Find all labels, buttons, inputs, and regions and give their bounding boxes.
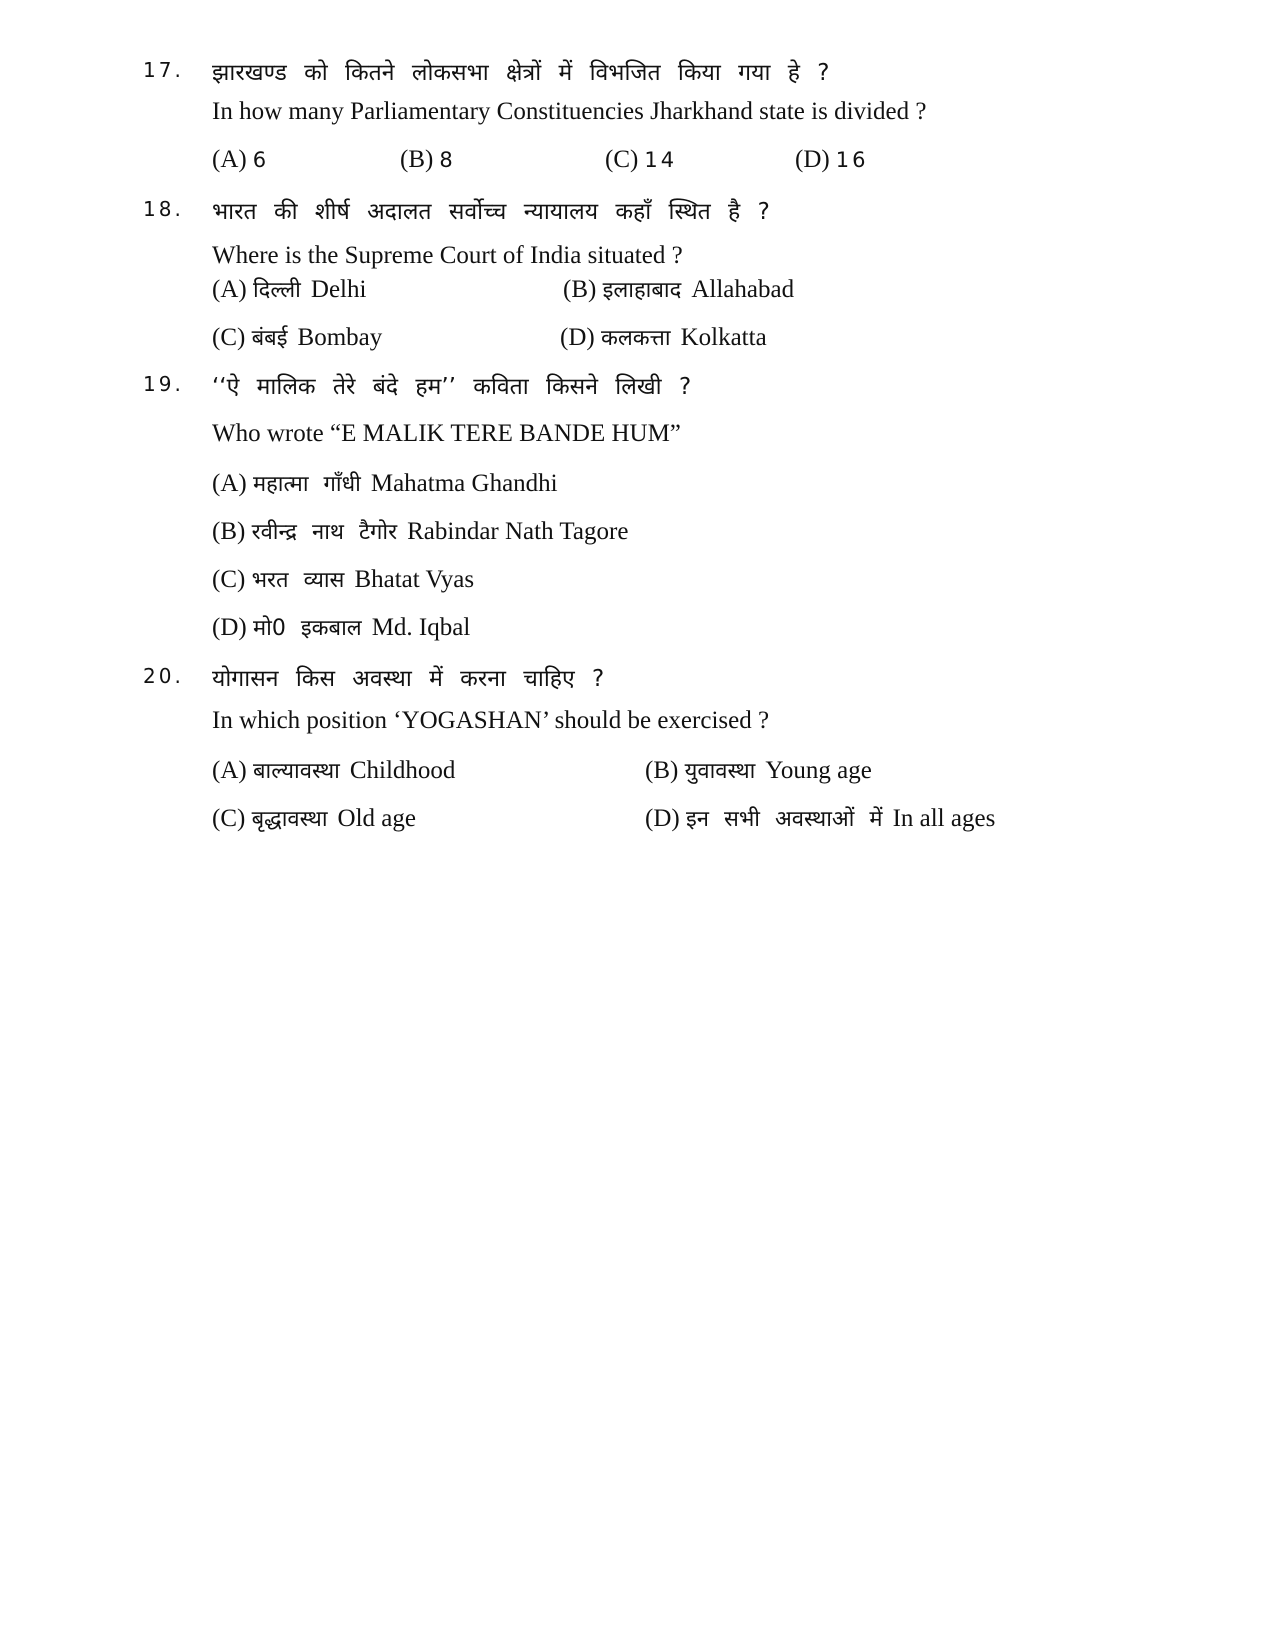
question-text-english: Where is the Supreme Court of India situated ? — [212, 242, 683, 269]
option-key: (B) — [212, 518, 246, 545]
option-hindi: बृद्धावस्था — [251, 807, 328, 832]
option-c[interactable] — [212, 322, 382, 352]
option-english: Delhi — [310, 276, 367, 303]
option-value: 6 — [252, 148, 270, 172]
option-hindi: भरत व्यास — [251, 568, 345, 593]
option-key: (C) — [605, 146, 639, 173]
option-b[interactable] — [400, 146, 456, 174]
option-a[interactable] — [212, 468, 558, 498]
question-text-hindi: भारत की शीर्ष अदालत सर्वोच्च न्यायालय कहाँ स्थित है ? — [212, 199, 770, 225]
option-key: (B) — [645, 757, 679, 784]
option-hindi: युवावस्था — [684, 759, 756, 784]
option-d[interactable] — [795, 146, 868, 174]
question-text-hindi: ‘‘ऐ मालिक तेरे बंदे हम’’ कविता किसने लिखी ? — [212, 374, 692, 400]
option-english: Mahatma Ghandhi — [370, 470, 558, 497]
option-key: (D) — [560, 324, 595, 351]
question-text-english: Who wrote “E MALIK TERE BANDE HUM” — [212, 420, 681, 447]
option-a[interactable] — [212, 755, 455, 785]
question-number: 17. — [143, 58, 184, 82]
question-number: 20. — [143, 664, 184, 688]
option-hindi: इलाहाबाद — [602, 278, 682, 303]
option-d[interactable] — [212, 612, 470, 642]
option-english: Old age — [337, 805, 416, 832]
option-english: Childhood — [349, 757, 456, 784]
option-hindi: बाल्यावस्था — [252, 759, 340, 784]
option-key: (D) — [795, 146, 830, 173]
option-key: (B) — [563, 276, 597, 303]
option-d[interactable] — [645, 803, 995, 833]
question-text-hindi: झारखण्ड को कितने लोकसभा क्षेत्रों में विभजित किया गया हे ? — [212, 60, 830, 86]
option-key: (A) — [212, 146, 247, 173]
option-hindi: दिल्ली — [252, 278, 301, 303]
option-hindi: बंबई — [251, 326, 288, 351]
option-key: (B) — [400, 146, 434, 173]
option-value: 8 — [439, 148, 456, 172]
option-hindi: इन सभी अवस्थाओं में — [685, 807, 883, 832]
option-c[interactable] — [212, 564, 474, 594]
option-value: 14 — [644, 148, 678, 172]
option-b[interactable] — [212, 516, 628, 546]
option-key: (C) — [212, 566, 246, 593]
option-english: Rabindar Nath Tagore — [407, 518, 629, 545]
option-key: (D) — [645, 805, 680, 832]
question-text-english: In how many Parliamentary Constituencies Jharkhand state is divided ? — [212, 98, 927, 125]
option-hindi: रवीन्द्र नाथ टैगोर — [251, 520, 398, 545]
question-text-english: In which position ‘YOGASHAN’ should be exercised ? — [212, 707, 770, 734]
option-hindi: महात्मा गाँधी — [252, 472, 361, 497]
option-english: Kolkatta — [680, 324, 767, 351]
option-english: Md. Iqbal — [371, 614, 471, 641]
option-hindi: कलकत्ता — [600, 326, 671, 351]
option-key: (A) — [212, 470, 247, 497]
option-key: (D) — [212, 614, 247, 641]
option-english: Allahabad — [691, 276, 795, 303]
option-c[interactable] — [212, 803, 416, 833]
question-text-hindi: योगासन किस अवस्था में करना चाहिए ? — [212, 666, 605, 692]
option-hindi: मो0 इकबाल — [252, 616, 362, 641]
option-a[interactable] — [212, 146, 269, 174]
option-english: Young age — [765, 757, 872, 784]
question-number: 18. — [143, 197, 184, 221]
option-key: (A) — [212, 276, 247, 303]
option-key: (A) — [212, 757, 247, 784]
option-english: Bhatat Vyas — [354, 566, 475, 593]
option-key: (C) — [212, 324, 246, 351]
option-b[interactable] — [645, 755, 872, 785]
question-number: 19. — [143, 372, 184, 396]
option-english: Bombay — [297, 324, 383, 351]
option-english: In all ages — [892, 805, 996, 832]
option-a[interactable] — [212, 274, 366, 304]
option-c[interactable] — [605, 146, 677, 174]
option-d[interactable] — [560, 322, 767, 352]
option-b[interactable] — [563, 274, 794, 304]
option-key: (C) — [212, 805, 246, 832]
option-value: 16 — [835, 148, 869, 172]
